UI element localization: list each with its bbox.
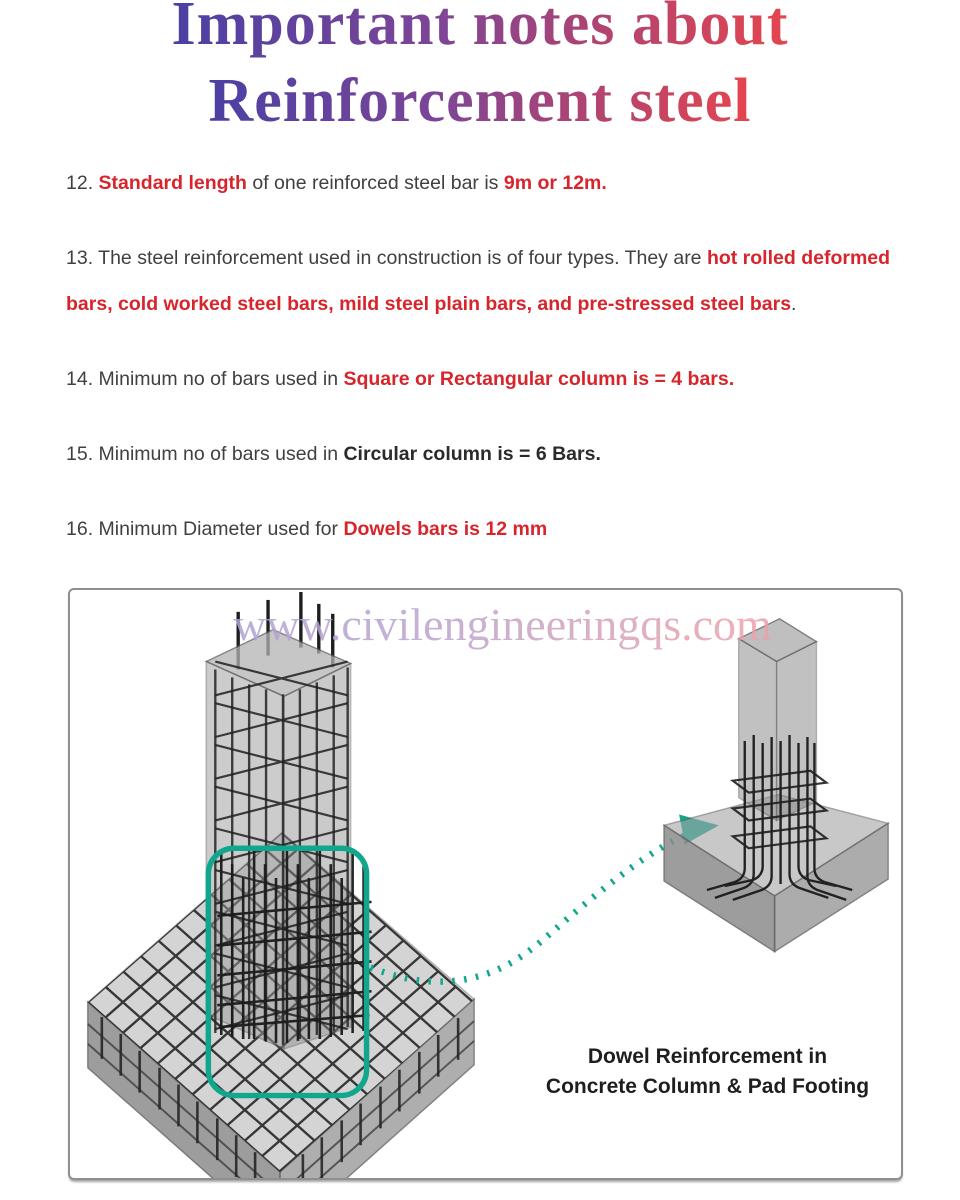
page-title-line2: Reinforcement steel [209, 63, 752, 140]
watermark: www.civilengineeringqs.com [70, 598, 901, 651]
note-segment: 15. Minimum no of bars used in [66, 443, 344, 465]
note-item [66, 506, 904, 552]
note-segment: Dowels bars is 12 mm [343, 518, 548, 540]
note-segment: 16. Minimum Diameter used for [66, 518, 344, 540]
large-column [206, 592, 371, 1049]
note-segment: Standard length [98, 172, 247, 194]
notes-list [66, 160, 904, 581]
figure-box [68, 588, 903, 1180]
caption-line1: Dowel Reinforcement in [587, 1045, 828, 1068]
note-segment: Square or Rectangular column is = 4 bars. [343, 368, 735, 390]
note-segment: 13. The steel reinforcement used in construction is of four types. They are [66, 247, 707, 269]
note-segment: . [791, 293, 797, 315]
note-item [66, 160, 904, 206]
note-segment: of one reinforced steel bar is [246, 172, 504, 194]
note-segment: 14. Minimum no of bars used in [66, 368, 344, 390]
page-title-line1: Important notes about [172, 0, 789, 63]
note-item [66, 356, 904, 402]
note-item [66, 431, 904, 477]
note-segment: hot rolled deformed bars, cold worked steel bars, mild steel plain bars, and pre-stressed steel bars [66, 247, 891, 315]
figure-caption [525, 1042, 890, 1102]
note-segment: Circular column is = 6 Bars. [343, 443, 601, 465]
small-figure [664, 619, 888, 952]
caption-line2: Concrete Column & Pad Footing [545, 1075, 870, 1098]
note-segment: 9m or 12m. [503, 172, 607, 194]
note-item [66, 235, 904, 327]
note-segment: 12. [66, 172, 99, 194]
page-title [0, 0, 960, 140]
